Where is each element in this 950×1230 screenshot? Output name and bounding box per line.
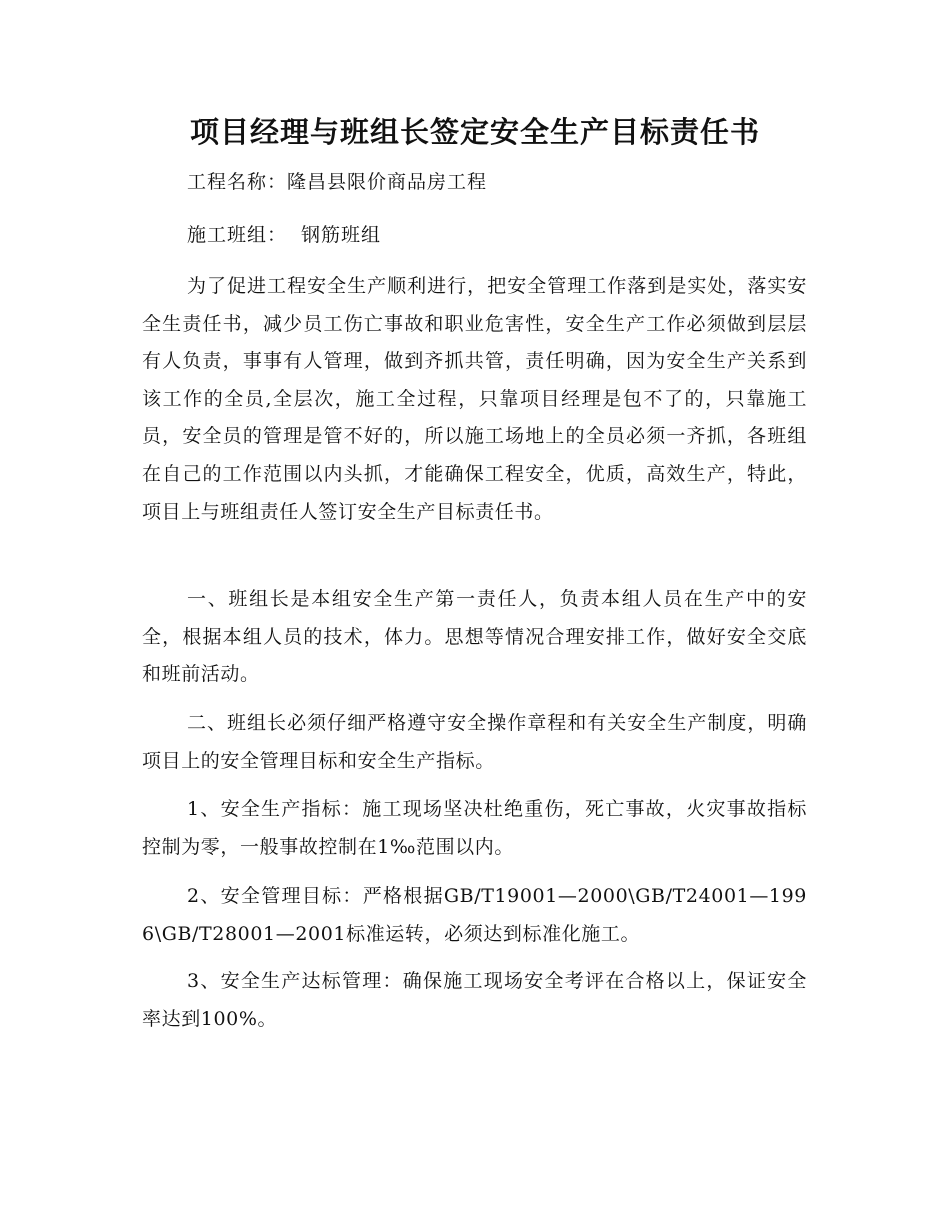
team-line	[187, 221, 381, 249]
project-label: 工程名称：	[187, 171, 288, 193]
document-title: 项目经理与班组长签定安全生产目标责任书	[189, 115, 760, 149]
team-name: 钢筋班组	[301, 224, 382, 246]
clause-one-paragraph: 一、班组长是本组安全生产第一责任人，负责本组人员在生产中的安全，根据本组人员的技术，体力。思想等情况合理安排工作，做好安全交底和班前活动。	[142, 588, 807, 686]
item-three-paragraph: 3、安全生产达标管理：确保施工现场安全考评在合格以上，保证安全率达到100%。	[142, 970, 807, 1030]
team-label: 施工班组：	[187, 224, 288, 246]
clause-two-paragraph: 二、班组长必须仔细严格遵守安全操作章程和有关安全生产制度，明确项目上的安全管理目标和安全生产指标。	[142, 712, 807, 772]
project-name: 隆昌县限价商品房工程	[287, 171, 488, 193]
item-two-paragraph: 2、安全管理目标：严格根据GB/T19001—2000\GB/T24001—1996\GB/T28001—2001标准运转，必须达到标准化施工。	[142, 885, 807, 945]
item-one-paragraph: 1、安全生产指标：施工现场坚决杜绝重伤，死亡事故，火灾事故指标控制为零，一般事故控制在1‰范围以内。	[142, 798, 807, 858]
intro-paragraph: 为了促进工程安全生产顺利进行，把安全管理工作落到是实处，落实安全生责任书，减少员工伤亡事故和职业危害性，安全生产工作必须做到层层有人负责，事事有人管理，做到齐抓共管，责任明确，因为安全生产关系到该工作的全员,全层次，施工全过程，只靠项目经理是包不了的，只靠施工员，安全员的管理是管不好的，所以施工场地上的全员必须一齐抓，各班组在自己的工作范围以内头抓，才能确保工程安全，优质，高效生产，特此，项目上与班组责任人签订安全生产目标责任书。	[142, 275, 807, 523]
project-line	[187, 168, 487, 196]
